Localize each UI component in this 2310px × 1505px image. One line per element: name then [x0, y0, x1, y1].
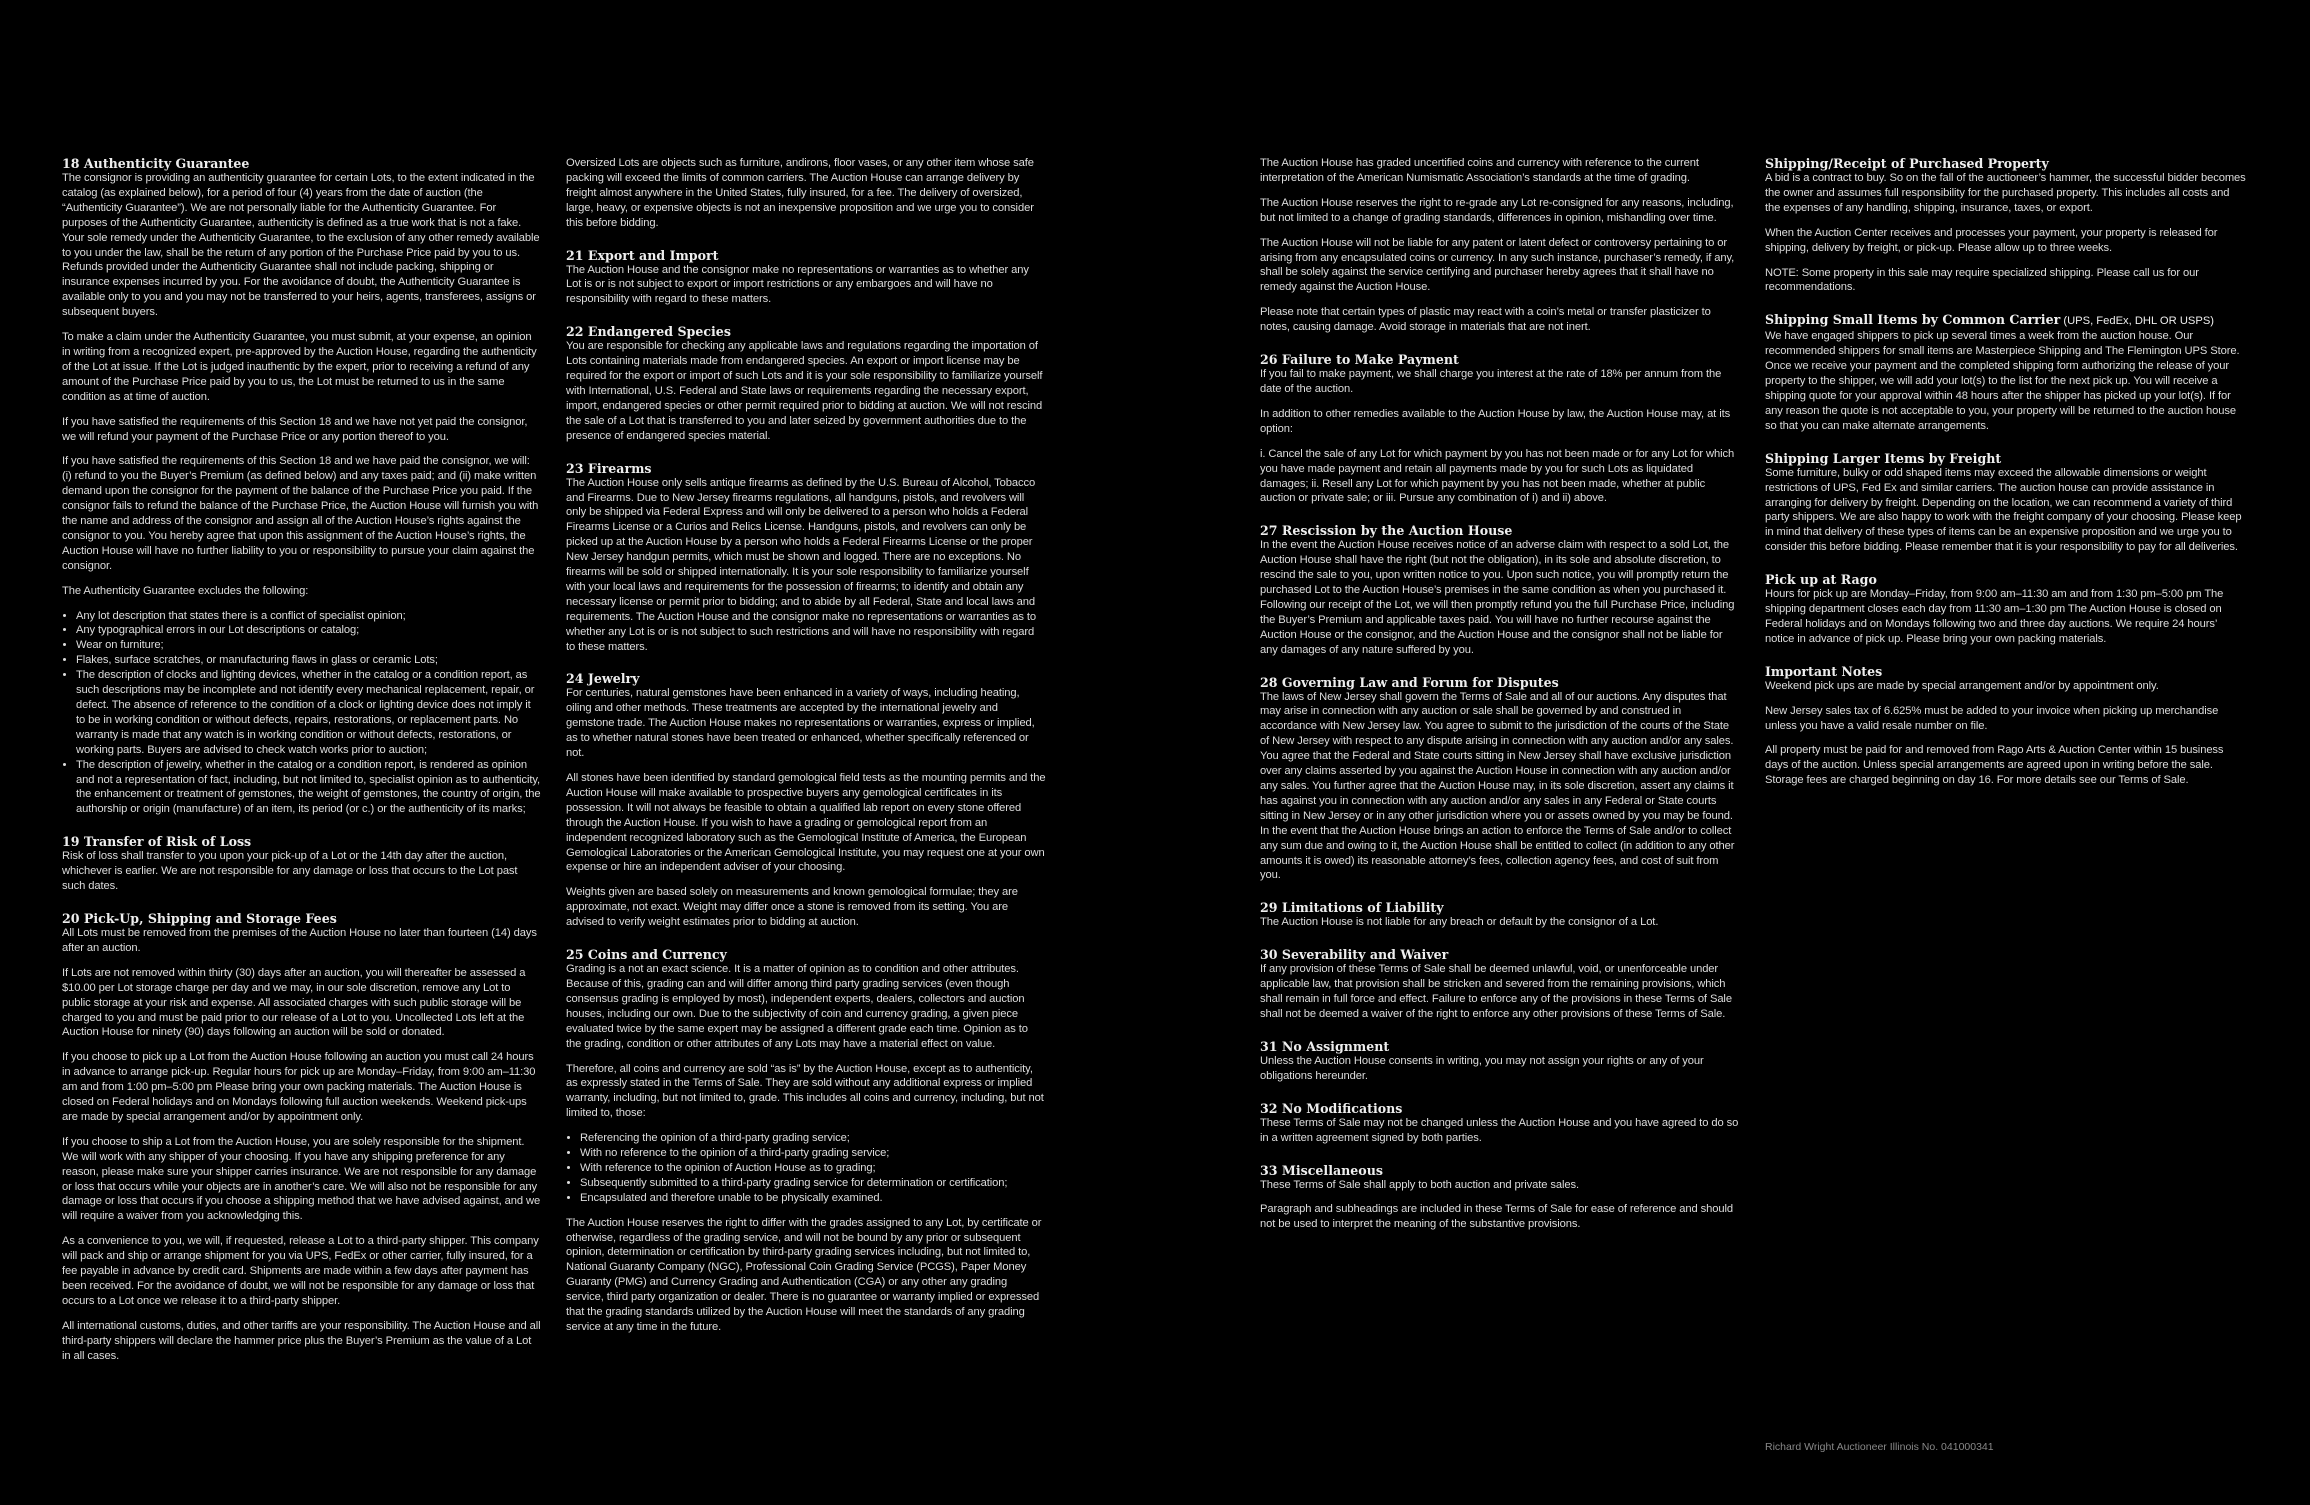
section-heading: [566, 248, 1046, 263]
section-heading: [1260, 1101, 1740, 1116]
bullet-item: • Referencing the opinion of a third-party grading service;: [580, 1131, 1046, 1146]
section-heading-text: 26 Failure to Make Payment: [1260, 352, 1459, 368]
column-1: [62, 156, 542, 1381]
section-paragraph: These Terms of Sale shall apply to both auction and private sales.: [1260, 1178, 1580, 1191]
section-heading: [1260, 352, 1740, 367]
terms-section: [566, 671, 1046, 930]
terms-section: [566, 156, 1046, 231]
section-paragraph: Paragraph and subheadings are included in these Terms of Sale for ease of reference and should not be used to interpret the meaning of the substantive provisions.: [1260, 1203, 1734, 1231]
section-paragraph: The Auction House only sells antique firearms as defined by the U.S. Bureau of Alcohol, Tobacco and Firearms. Due to New Jersey firearms regulations, all handguns, pistols, and revolvers will only be shipped via Federal Express and will only be delivered to a person who holds a Federal Firearms License or a Curios and Relics License. Handguns, pistols, and revolvers can only be picked up at the Auction House by a person who holds a Federal Firearms License or the proper New Jersey handgun permits, which must be shown and logged. There are no exceptions. No firearms will be sold or shipped internationally. It is your sole responsibility to familiarize yourself with your local laws and requirements for the possession of firearms; to identify and obtain any necessary license or permit prior to bidding; and to abide by all Federal, State and local laws and requirements. The Auction House and the consignor make no representations or warranties as to whether any Lot is or is not subject to such restrictions and will have no responsibility with regard to these matters.: [566, 476, 1036, 653]
terms-section: [1765, 156, 2247, 295]
terms-section: [1260, 352, 1740, 506]
section-paragraph: If you have satisfied the requirements of this Section 18 and we have not yet paid the consignor, we will refund your payment of the Purchase Price or any portion thereof to you.: [62, 415, 528, 443]
column-3: [1260, 156, 1740, 1249]
terms-section: [566, 324, 1046, 443]
section-heading: [1260, 1163, 1740, 1178]
section-paragraph: The Auction House reserves the right to differ with the grades assigned to any Lot, by certificate or otherwise, regardless of the grading service, and will not be bound by any prior or subsequent opinion, determination or certification by third-party grading services including, but not limited to, National Guaranty Company (NGC), Professional Coin Grading Service (PCGS), Paper Money Guaranty (PMG) and Currency Grading and Authentication (CGA) or any other any grading service, third party organization or dealer. There is no guarantee or warranty implied or expressed that the grading standards utilized by the Auction House will meet the standards of any grading service at any time in the future.: [566, 1216, 1042, 1333]
section-heading-text: 31 No Assignment: [1260, 1038, 1390, 1054]
section-paragraph: The laws of New Jersey shall govern the Terms of Sale and all of our auctions. Any disputes that may arise in connection with any auction or sale shall be governed by and construed in accordance with New Jersey law. You agree to submit to the jurisdiction of the courts of the State of New Jersey with respect to any dispute arising in connection with any auction and/or any sales. You agree that the Federal and State courts sitting in New Jersey shall have exclusive jurisdiction over any claims asserted by you against the Auction House in connection with any auction and/or any sales. You further agree that the Auction House may, in its sole discretion, assert any claims it has against you in connection with any auction and/or any sales in any Federal or State courts sitting in New Jersey or in any other jurisdiction where you or assets owned by you may be found. In the event that the Auction House brings an action to enforce the Terms of Sale and/or to collect any sum due and owing to it, the Auction House shall be entitled to collect (in addition to any other amounts it is owed) its reasonable attorney’s fees, collection agency fees, and cost of suit from you.: [1260, 690, 1735, 882]
section-heading-text: Pick up at Rago: [1765, 572, 1877, 588]
section-heading-text: 24 Jewelry: [566, 671, 640, 687]
section-paragraph: To make a claim under the Authenticity Guarantee, you must submit, at your expense, an opinion in writing from a recognized expert, pre-approved by the Auction House, regarding the authenticity of the Lot at issue. If the Lot is judged inauthentic by the expert, prior to receiving a refund of any amount of the Purchase Price paid by you to us, the Lot must be returned to us in the same condition as at time of auction.: [62, 331, 537, 403]
bullet-item: • Subsequently submitted to a third-party grading service for determination or certification;: [580, 1176, 1046, 1191]
section-paragraph: Grading is a not an exact science. It is a matter of opinion as to condition and other attributes. Because of this, grading can and will differ among third party grading services (even though consensus grading is employed by most), independent experts, dealers, collectors and auction houses, including our own. Due to the subjectivity of coin and currency grading, a given piece evaluated twice by the same expert may be assigned a different grade each time. Opinion as to the grading, condition or other attributes of any Lots may have a material effect on value.: [566, 963, 1028, 1050]
bullet-item: • Any lot description that states there is a conflict of specialist opinion;: [76, 609, 542, 624]
bullet-item: • The description of jewelry, whether in the catalog or a condition report, is rendered as opinion and not a representation of fact, including, but not limited to, specialist opinion as to authenticity, the enhancement or treatment of gemstones, the weight of gemstones, the country of origin, the authorship or origin (manufacture) of an item, its period (or c.) or the authenticity of its marks;: [76, 758, 542, 818]
section-heading: [1260, 1039, 1740, 1054]
section-paragraph: Oversized Lots are objects such as furniture, andirons, floor vases, or any other item whose safe packing will exceed the limits of common carriers. The Auction House can arrange delivery by freight almost anywhere in the United States, fully insured, for a fee. The delivery of oversized, large, heavy, or expensive objects is not an inexpensive proposition and we urge you to consider this before bidding.: [566, 157, 1034, 229]
section-heading: [1260, 900, 1740, 915]
terms-section: [1260, 947, 1740, 1022]
terms-section: [62, 911, 542, 1364]
terms-section: [1260, 900, 1740, 930]
section-paragraph: For centuries, natural gemstones have been enhanced in a variety of ways, including heating, oiling and other methods. These treatments are accepted by the international jewelry and gemstone trade. The Auction House makes no representations or warranties, express or implied, as to whether natural stones have been treated or enhanced, whether specifically referenced or not.: [566, 687, 1035, 760]
section-heading-text: 21 Export and Import: [566, 247, 719, 263]
section-paragraph: The Auction House will not be liable for any patent or latent defect or controversy pertaining to or arising from any encapsulated coins or currency. In any such instance, purchaser’s remedy, if any, shall be solely against the service certifying and purchaser hereby agrees that it shall have no remedy against the Auction House.: [1260, 236, 1735, 294]
section-paragraph: If Lots are not removed within thirty (30) days after an auction, you will thereafter be assessed a $10.00 per Lot storage charge per day and we may, in our sole discretion, remove any Lot to public storage at your risk and expense. All associated charges with such public storage will be charged to you and must be paid prior to our release of a Lot to you. Uncollected Lots left at the Auction House for ninety (90) days following an auction will be sold or donated.: [62, 966, 526, 1039]
column-2: [566, 156, 1046, 1352]
section-heading-text: 23 Firearms: [566, 460, 652, 476]
section-heading-text: 29 Limitations of Liability: [1260, 900, 1444, 916]
section-heading: [1765, 451, 2247, 466]
terms-section: [1765, 451, 2247, 555]
section-heading-text: Shipping/Receipt of Purchased Property: [1765, 156, 2049, 171]
section-heading: [566, 947, 1046, 962]
bullet-item: • Encapsulated and therefore unable to be physically examined.: [580, 1191, 1046, 1206]
section-heading-text: Shipping Small Items by Common Carrier: [1765, 312, 2061, 328]
section-heading-text: 28 Governing Law and Forum for Disputes: [1260, 674, 1559, 690]
section-heading-text: Important Notes: [1765, 663, 1883, 679]
terms-section: [1260, 1101, 1740, 1146]
section-heading-text: 19 Transfer of Risk of Loss: [62, 834, 252, 850]
bullet-item: • Any typographical errors in our Lot descriptions or catalog;: [76, 623, 542, 638]
section-heading: [566, 324, 1046, 339]
section-heading-text: 32 No Modifications: [1260, 1100, 1403, 1116]
section-heading: [1765, 312, 2247, 329]
section-paragraph: If you have satisfied the requirements of this Section 18 and we have paid the consignor, we will: (i) refund to you the Buyer’s Premium (as defined below) and any taxes paid; and (ii) make written demand upon the consignor for the payment of the balance of the Purchase Price you paid. If the consignor fails to refund the balance of the Purchase Price, the Auction House will furnish you with the name and address of the consignor and assign all of the Auction House’s rights against the consignor to you. You hereby agree that upon this assignment of the Auction House’s rights, the Auction House will have no further liability to you or responsibility to pursue your claim against the consignor.: [62, 455, 539, 572]
section-paragraph: If you fail to make payment, we shall charge you interest at the rate of 18% per annum from the date of the auction.: [1260, 368, 1722, 395]
section-heading: [1260, 675, 1740, 690]
terms-section: [1260, 1039, 1740, 1084]
section-paragraph: Risk of loss shall transfer to you upon your pick-up of a Lot or the 14th day after the auction, whichever is earlier. We are not responsible for any damage or loss that occurs to the Lot past such dates.: [62, 850, 518, 893]
section-bullet-list: [566, 1131, 1046, 1206]
section-heading-text: Shipping Larger Items by Freight: [1765, 450, 2002, 466]
section-paragraph: Hours for pick up are Monday–Friday, from 9:00 am–11:30 am and from 1:30 pm–5:00 pm The shipping department closes each day from 11:30 am–1:30 pm The Auction House is closed on Federal holidays and on Mondays following two and three day auctions. We require 24 hours’ notice in advance of pick up. Please bring your own packing materials.: [1765, 588, 2224, 645]
bullet-item: • Wear on furniture;: [76, 638, 542, 653]
section-paragraph: The Auction House is not liable for any breach or default by the consignor of a Lot.: [1260, 916, 1659, 929]
section-paragraph: All property must be paid for and removed from Rago Arts & Auction Center within 15 business days of the auction. Unless special arrangements are agreed upon in writing before the sale. Storage fees are charged beginning on day 16. For more details see our Terms of Sale.: [1765, 744, 2224, 787]
terms-section: [62, 156, 542, 817]
section-paragraph: As a convenience to you, we will, if requested, release a Lot to a third-party shipper. This company will pack and ship or arrange shipment for you via UPS, FedEx or other carrier, fully insured, for a fee payable in advance by credit card. Shipments are made within a few days after payment has been received. For the avoidance of doubt, we will not be responsible for any damage or loss that occurs to a Lot once we release it to a third-party shipper.: [62, 1235, 539, 1307]
section-paragraph: The Auction House and the consignor make no representations or warranties as to whether any Lot is or is not subject to export or import restrictions or any embargoes and will have no responsibility with regard to these matters.: [566, 263, 1029, 306]
section-heading-text: 27 Rescission by the Auction House: [1260, 523, 1513, 539]
terms-section: [1260, 523, 1740, 657]
section-heading: [62, 834, 542, 849]
section-bullet-list: [62, 609, 542, 818]
column-4: [1765, 156, 2247, 805]
terms-section: [1260, 1163, 1740, 1233]
section-paragraph: Please note that certain types of plastic may react with a coin’s metal or transfer plasticizer to notes, causing damage. Avoid storage in materials that are not inert.: [1260, 306, 1711, 334]
section-paragraph: The consignor is providing an authenticity guarantee for certain Lots, to the extent indicated in the catalog (as explained below), for a period of four (4) years from the date of auction (the “Authenticity Guarantee”). We are not personally liable for the Authenticity Guarantee. For purposes of the Authenticity Guarantee, authenticity is defined as a true work that is not a fake. Your sole remedy under the Authenticity Guarantee, to the exclusion of any other remedy available to you under the law, shall be the return of any portion of the Purchase Price paid by you to us. Refunds provided under the Authenticity Guarantee shall not include packing, shipping or insurance expenses incurred by you. For the avoidance of doubt, the Authenticity Guarantee is available only to you and you may not be transferred to your heirs, agents, transferees, assigns or subsequent buyers.: [62, 172, 540, 319]
bullet-item: • With reference to the opinion of Auction House as to grading;: [580, 1161, 1046, 1176]
section-paragraph: Therefore, all coins and currency are sold “as is” by the Auction House, except as to authenticity, as expressly stated in the Terms of Sale. They are sold without any additional express or implied warranty, including, but not limited to, grade. This includes all coins and currency, including, but not limited to, those:: [566, 1062, 1044, 1120]
section-heading: [1765, 572, 2247, 587]
auctioneer-license-note: Richard Wright Auctioneer Illinois No. 041000341: [1765, 1441, 1994, 1453]
section-paragraph: These Terms of Sale may not be changed unless the Auction House and you have agreed to do so in a written agreement signed by both parties.: [1260, 1116, 1739, 1144]
section-heading-subtitle: (UPS, FedEx, DHL OR USPS): [2060, 315, 2215, 328]
section-heading: [1765, 156, 2247, 171]
bullet-item: • Flakes, surface scratches, or manufacturing flaws in glass or ceramic Lots;: [76, 653, 542, 668]
section-paragraph: Weekend pick ups are made by special arrangement and/or by appointment only.: [1765, 679, 2159, 692]
section-heading-text: 20 Pick-Up, Shipping and Storage Fees: [62, 910, 337, 926]
section-paragraph: Some furniture, bulky or odd shaped items may exceed the allowable dimensions or weight restrictions of UPS, Fed Ex and similar carriers. The auction house can provide assistance in arranging for delivery by freight. Depending on the location, we can recommend a variety of third party shippers. We are also happy to work with the freight company of your choosing. Please keep in mind that delivery of these types of items can be an expensive proposition and we urge you to consider this before bidding. Please remember that it is your responsibility to pay for all deliveries.: [1765, 466, 2242, 554]
section-paragraph: The Authenticity Guarantee excludes the following:: [62, 584, 309, 597]
terms-section: [62, 834, 542, 894]
section-paragraph: All international customs, duties, and other tariffs are your responsibility. The Auction House and all third-party shippers will declare the hammer price plus the Buyer’s Premium as the value of a Lot in all cases.: [62, 1319, 541, 1362]
section-heading-text: 33 Miscellaneous: [1260, 1162, 1383, 1178]
section-heading: [566, 671, 1046, 686]
section-paragraph: If any provision of these Terms of Sale shall be deemed unlawful, void, or unenforceable under applicable law, that provision shall be stricken and severed from the remaining provisions, which shall remain in full force and effect. Failure to enforce any of the provisions in these Terms of Sale shall not be deemed a waiver of the right to enforce any other provisions of these Terms of Sale.: [1260, 963, 1732, 1020]
section-paragraph: All stones have been identified by standard gemological field tests as the mounting permits and the Auction House will make available to prospective buyers any gemological certificates in its possession. It will not always be feasible to obtain a qualified lab report on every stone offered through the Auction House. If you wish to have a grading or gemological report from an independent recognized laboratory such as the Gemological Institute of America, the European Gemological Laboratories or the American Gemological Institute, you may request one at your own expense or hire an independent adviser of your choosing.: [566, 772, 1046, 874]
section-paragraph: Weights given are based solely on measurements and known gemological formulae; they are approximate, not exact. Weight may differ once a stone is removed from its setting. You are advised to verify weight estimates prior to bidding at auction.: [566, 886, 1018, 929]
section-paragraph: The Auction House reserves the right to re-grade any Lot re-consigned for any reasons, including, but not limited to a change of grading standards, differences in opinion, mishandling over time.: [1260, 196, 1734, 224]
terms-section: [1765, 664, 2247, 788]
section-paragraph: All Lots must be removed from the premises of the Auction House no later than fourteen (14) days after an auction.: [62, 926, 537, 954]
section-heading: [1260, 947, 1740, 962]
terms-section: [1260, 675, 1740, 884]
section-heading-text: 25 Coins and Currency: [566, 947, 727, 963]
section-heading-text: 22 Endangered Species: [566, 324, 731, 340]
terms-section: [566, 947, 1046, 1335]
section-paragraph: You are responsible for checking any applicable laws and regulations regarding the importation of Lots containing materials made from endangered species. An export or import license may be required for the export or import of such Lots and it is your sole responsibility to familiarize yourself with International, U.S. Federal and State laws or requirements regarding the necessary export, import, endangered species or other permit required prior to bidding at auction. We will not rescind the sale of a Lot that is transferred to you and later seized by government authorities due to the presence of endangered species material.: [566, 340, 1043, 442]
section-paragraph: We have engaged shippers to pick up several times a week from the auction house. Our recommended shippers for small items are Masterpiece Shipping and The Flemington UPS Store. Once we receive your payment and the completed shipping form authorizing the release of your property to the shipper, we will add your lot(s) to the list for the next pick up. You will receive a shipping quote for your approval within 48 hours after the shipper has picked up your lot(s). If for any reason the quote is not acceptable to you, your property will be returned to the auction house so that you can make alternate arrangements.: [1765, 330, 2240, 432]
section-paragraph: NOTE: Some property in this sale may require specialized shipping. Please call us for our recommendations.: [1765, 266, 2199, 294]
bullet-item: • The description of clocks and lighting devices, whether in the catalog or a condition report, as such descriptions may be incomplete and not identify every mechanical replacement, repair, or defect. The absence of reference to the condition of a clock or lighting device does not imply it to be in working condition or without defects, repairs, restorations, or replacement parts. No warranty is made that any watch is in working condition or without defects, restorations, or working parts. Buyers are advised to check watch works prior to auction;: [76, 668, 542, 757]
section-heading: [62, 156, 542, 171]
bullet-item: • With no reference to the opinion of a third-party grading service;: [580, 1146, 1046, 1161]
section-heading-text: 30 Severability and Waiver: [1260, 947, 1449, 963]
section-paragraph: If you choose to ship a Lot from the Auction House, you are solely responsible for the shipment. We will work with any shipper of your choosing. If you have any shipping preference for any reason, please make sure your shipper carries insurance. We are not responsible for any damage or loss that occurs while your objects are in another’s care. We will also not be responsible for any damage or loss that occurs if you choose a shipping method that we have advised against, and we will require a waiver from you acknowledging this.: [62, 1135, 541, 1223]
section-heading: [1765, 664, 2247, 679]
section-paragraph: i. Cancel the sale of any Lot for which payment by you has not been made or for any Lot for which you have made payment and retain all payments made by you for such Lots as liquidated damages; ii. Resell any Lot for which payment by you has not been made, whether at public auction or private sale; or iii. Pursue any combination of i) and ii) above.: [1260, 447, 1735, 505]
section-heading-text: 18 Authenticity Guarantee: [62, 156, 250, 171]
section-heading: [62, 911, 542, 926]
section-paragraph: When the Auction Center receives and processes your payment, your property is released for shipping, delivery by freight, or pick-up. Please allow up to three weeks.: [1765, 226, 2218, 254]
section-heading: [1260, 523, 1740, 538]
terms-section: [566, 248, 1046, 308]
section-heading: [566, 461, 1046, 476]
section-paragraph: A bid is a contract to buy. So on the fall of the auctioneer’s hammer, the successful bidder becomes the owner and assumes full responsibility for the purchased property. This includes all costs and the expenses of any handling, shipping, insurance, taxes, or export.: [1765, 172, 2246, 214]
section-paragraph: In the event the Auction House receives notice of an adverse claim with respect to a sold Lot, the Auction House shall have the right (but not the obligation), in its sole and absolute discretion, to rescind the sale to you, upon written notice to you. Upon such notice, you will promptly return the purchased Lot to the Auction House’s premises in the same condition as when you purchased it. Following our receipt of the Lot, we will then promptly refund you the full Purchase Price, including the Buyer’s Premium and applicable taxes paid. You will have no further recourse against the Auction House or the consignor, and the Auction House and the consignor shall not be liable for any damages of any nature suffered by you.: [1260, 539, 1735, 656]
section-paragraph: The Auction House has graded uncertified coins and currency with reference to the current interpretation of the American Numismatic Association’s standards at the time of grading.: [1260, 157, 1699, 184]
section-paragraph: New Jersey sales tax of 6.625% must be added to your invoice when picking up merchandise unless you have a valid resale number on file.: [1765, 704, 2219, 732]
terms-section: [1765, 572, 2247, 647]
section-paragraph: In addition to other remedies available to the Auction House by law, the Auction House may, at its option:: [1260, 407, 1731, 435]
terms-section: [566, 461, 1046, 655]
terms-section: [1765, 312, 2247, 433]
terms-section: [1260, 156, 1740, 335]
section-paragraph: If you choose to pick up a Lot from the Auction House following an auction you must call 24 hours in advance to arrange pick-up. Regular hours for pick up are Monday–Friday, from 9:00 am–11:30 am and from 1:00 pm–5:00 pm Please bring your own packing materials. The Auction House is closed on Federal holidays and on Mondays following full auction weekends. Weekend pick-ups are made by special arrangement and/or by appointment only.: [62, 1051, 536, 1123]
section-paragraph: Unless the Auction House consents in writing, you may not assign your rights or any of your obligations hereunder.: [1260, 1054, 1704, 1082]
